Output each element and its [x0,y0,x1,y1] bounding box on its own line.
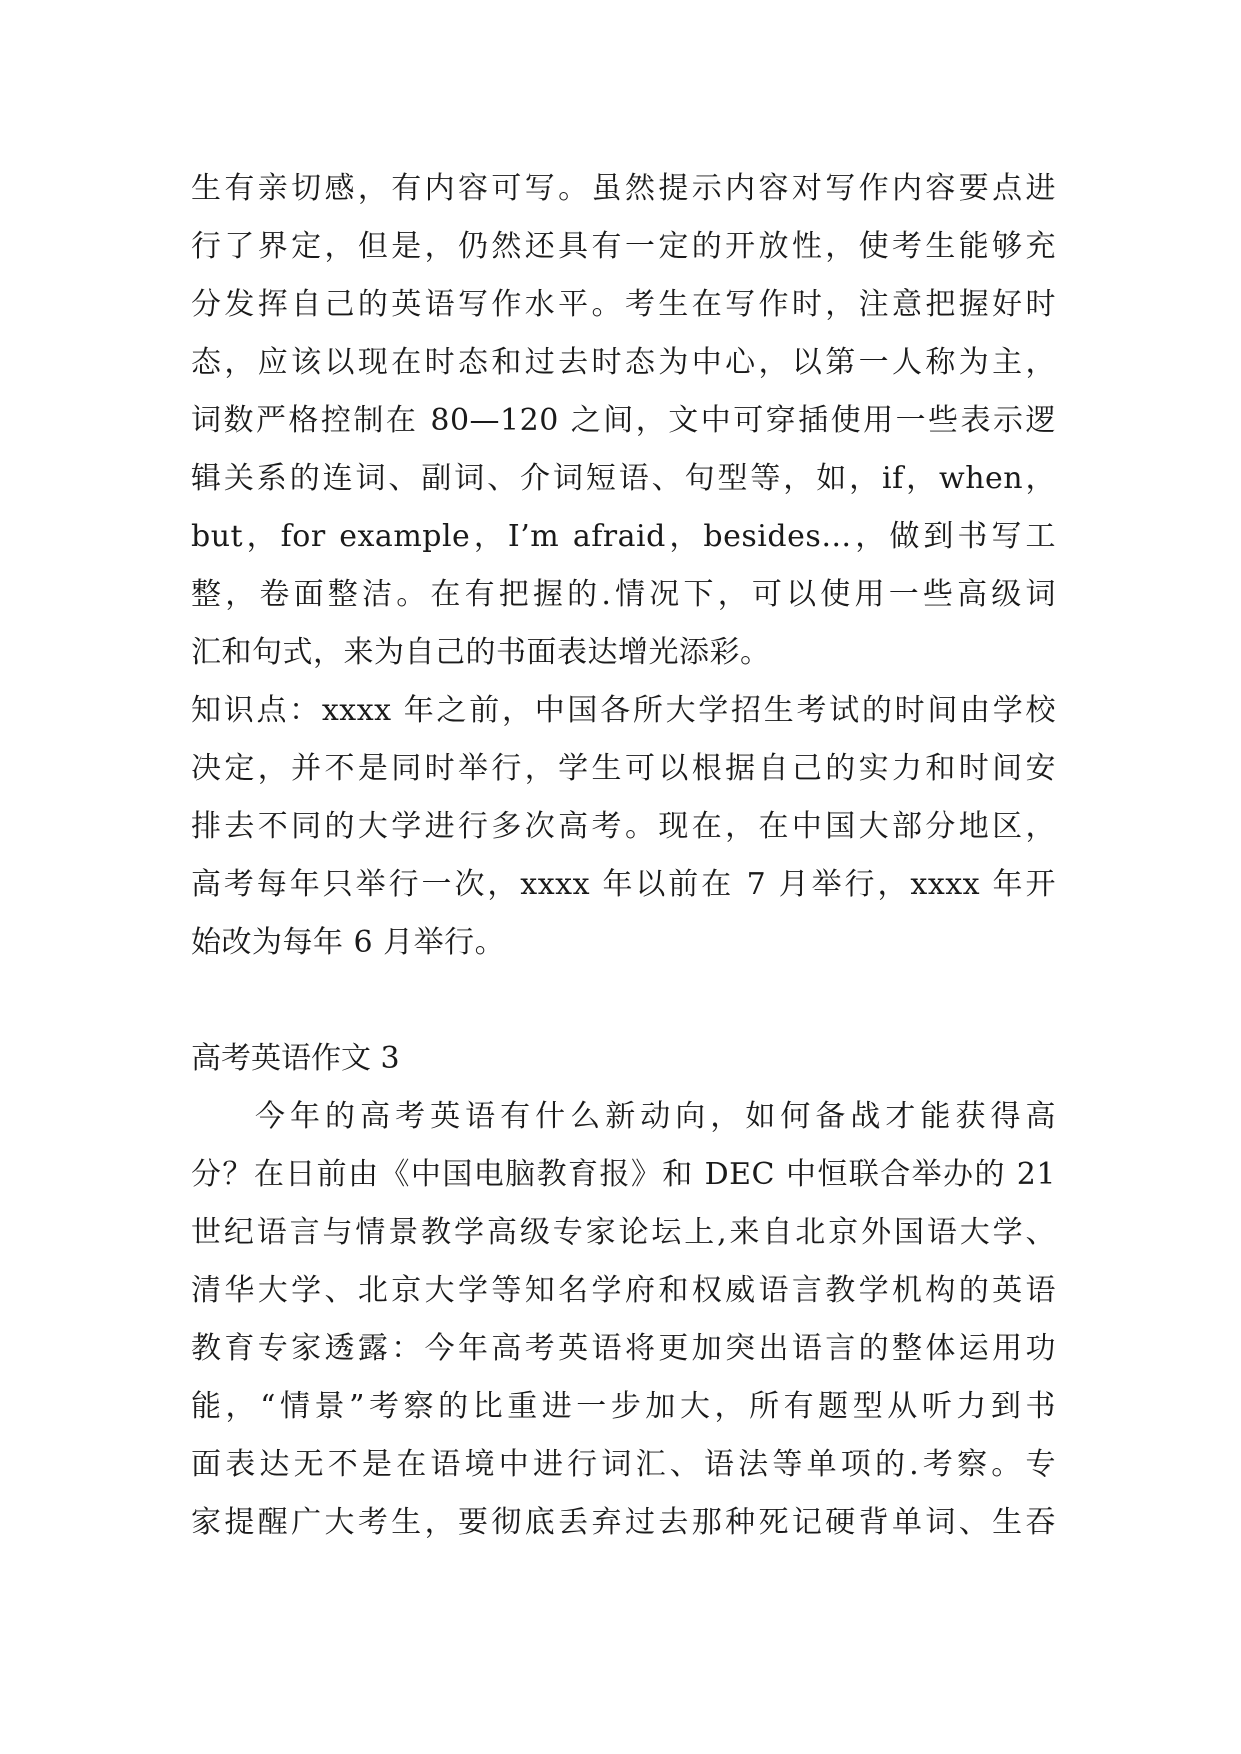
section-title: 高考英语作文 3 [191,1041,400,1076]
text-line: 决定，并不是同时举行，学生可以根据自己的实力和时间安 [191,751,1056,786]
text-line: 分？在日前由《中国电脑教育报》和 DEC 中恒联合举办的 21 [191,1157,1056,1192]
text-line: 始改为每年 6 月举行。 [191,925,506,960]
text-line: 整，卷面整洁。在有把握的.情况下，可以使用一些高级词 [191,577,1056,612]
paragraph-knowledge-point [191,682,1056,972]
text-line: 清华大学、北京大学等知名学府和权威语言教学机构的英语 [191,1273,1056,1308]
text-line: 面表达无不是在语境中进行词汇、语法等单项的.考察。专 [191,1447,1056,1482]
text-line: 行了界定，但是，仍然还具有一定的开放性，使考生能够充 [191,229,1056,264]
document-page [191,160,1056,1552]
text-line: 今年的高考英语有什么新动向，如何备战才能获得高 [255,1099,1056,1134]
text-line: 家提醒广大考生，要彻底丢弃过去那种死记硬背单词、生吞 [191,1505,1056,1540]
blank-line [191,972,1056,1030]
text-line: 态，应该以现在时态和过去时态为中心，以第一人称为主， [191,345,1056,380]
text-line: 高考每年只举行一次，xxxx 年以前在 7 月举行，xxxx 年开 [191,867,1056,902]
text-line: 知识点：xxxx 年之前，中国各所大学招生考试的时间由学校 [191,693,1056,728]
paragraph-writing-tips [191,160,1056,682]
text-line: 词数严格控制在 80—120 之间，文中可穿插使用一些表示逻 [191,403,1056,438]
text-line: 辑关系的连词、副词、介词短语、句型等，如，if，when， [191,461,1056,496]
text-line: 能，“情景”考察的比重进一步加大，所有题型从听力到书 [191,1389,1056,1424]
text-line: 汇和句式，来为自己的书面表达增光添彩。 [191,635,771,670]
text-line: 世纪语言与情景教学高级专家论坛上,来自北京外国语大学、 [191,1215,1056,1250]
text-line: 排去不同的大学进行多次高考。现在，在中国大部分地区， [191,809,1056,844]
text-line: 教育专家透露：今年高考英语将更加突出语言的整体运用功 [191,1331,1056,1366]
text-line: but，for example，I’m afraid，besides…，做到书写工 [191,519,1056,554]
paragraph-essay-3 [191,1088,1056,1552]
text-line: 生有亲切感，有内容可写。虽然提示内容对写作内容要点进 [191,171,1056,206]
text-line: 分发挥自己的英语写作水平。考生在写作时，注意把握好时 [191,287,1056,322]
